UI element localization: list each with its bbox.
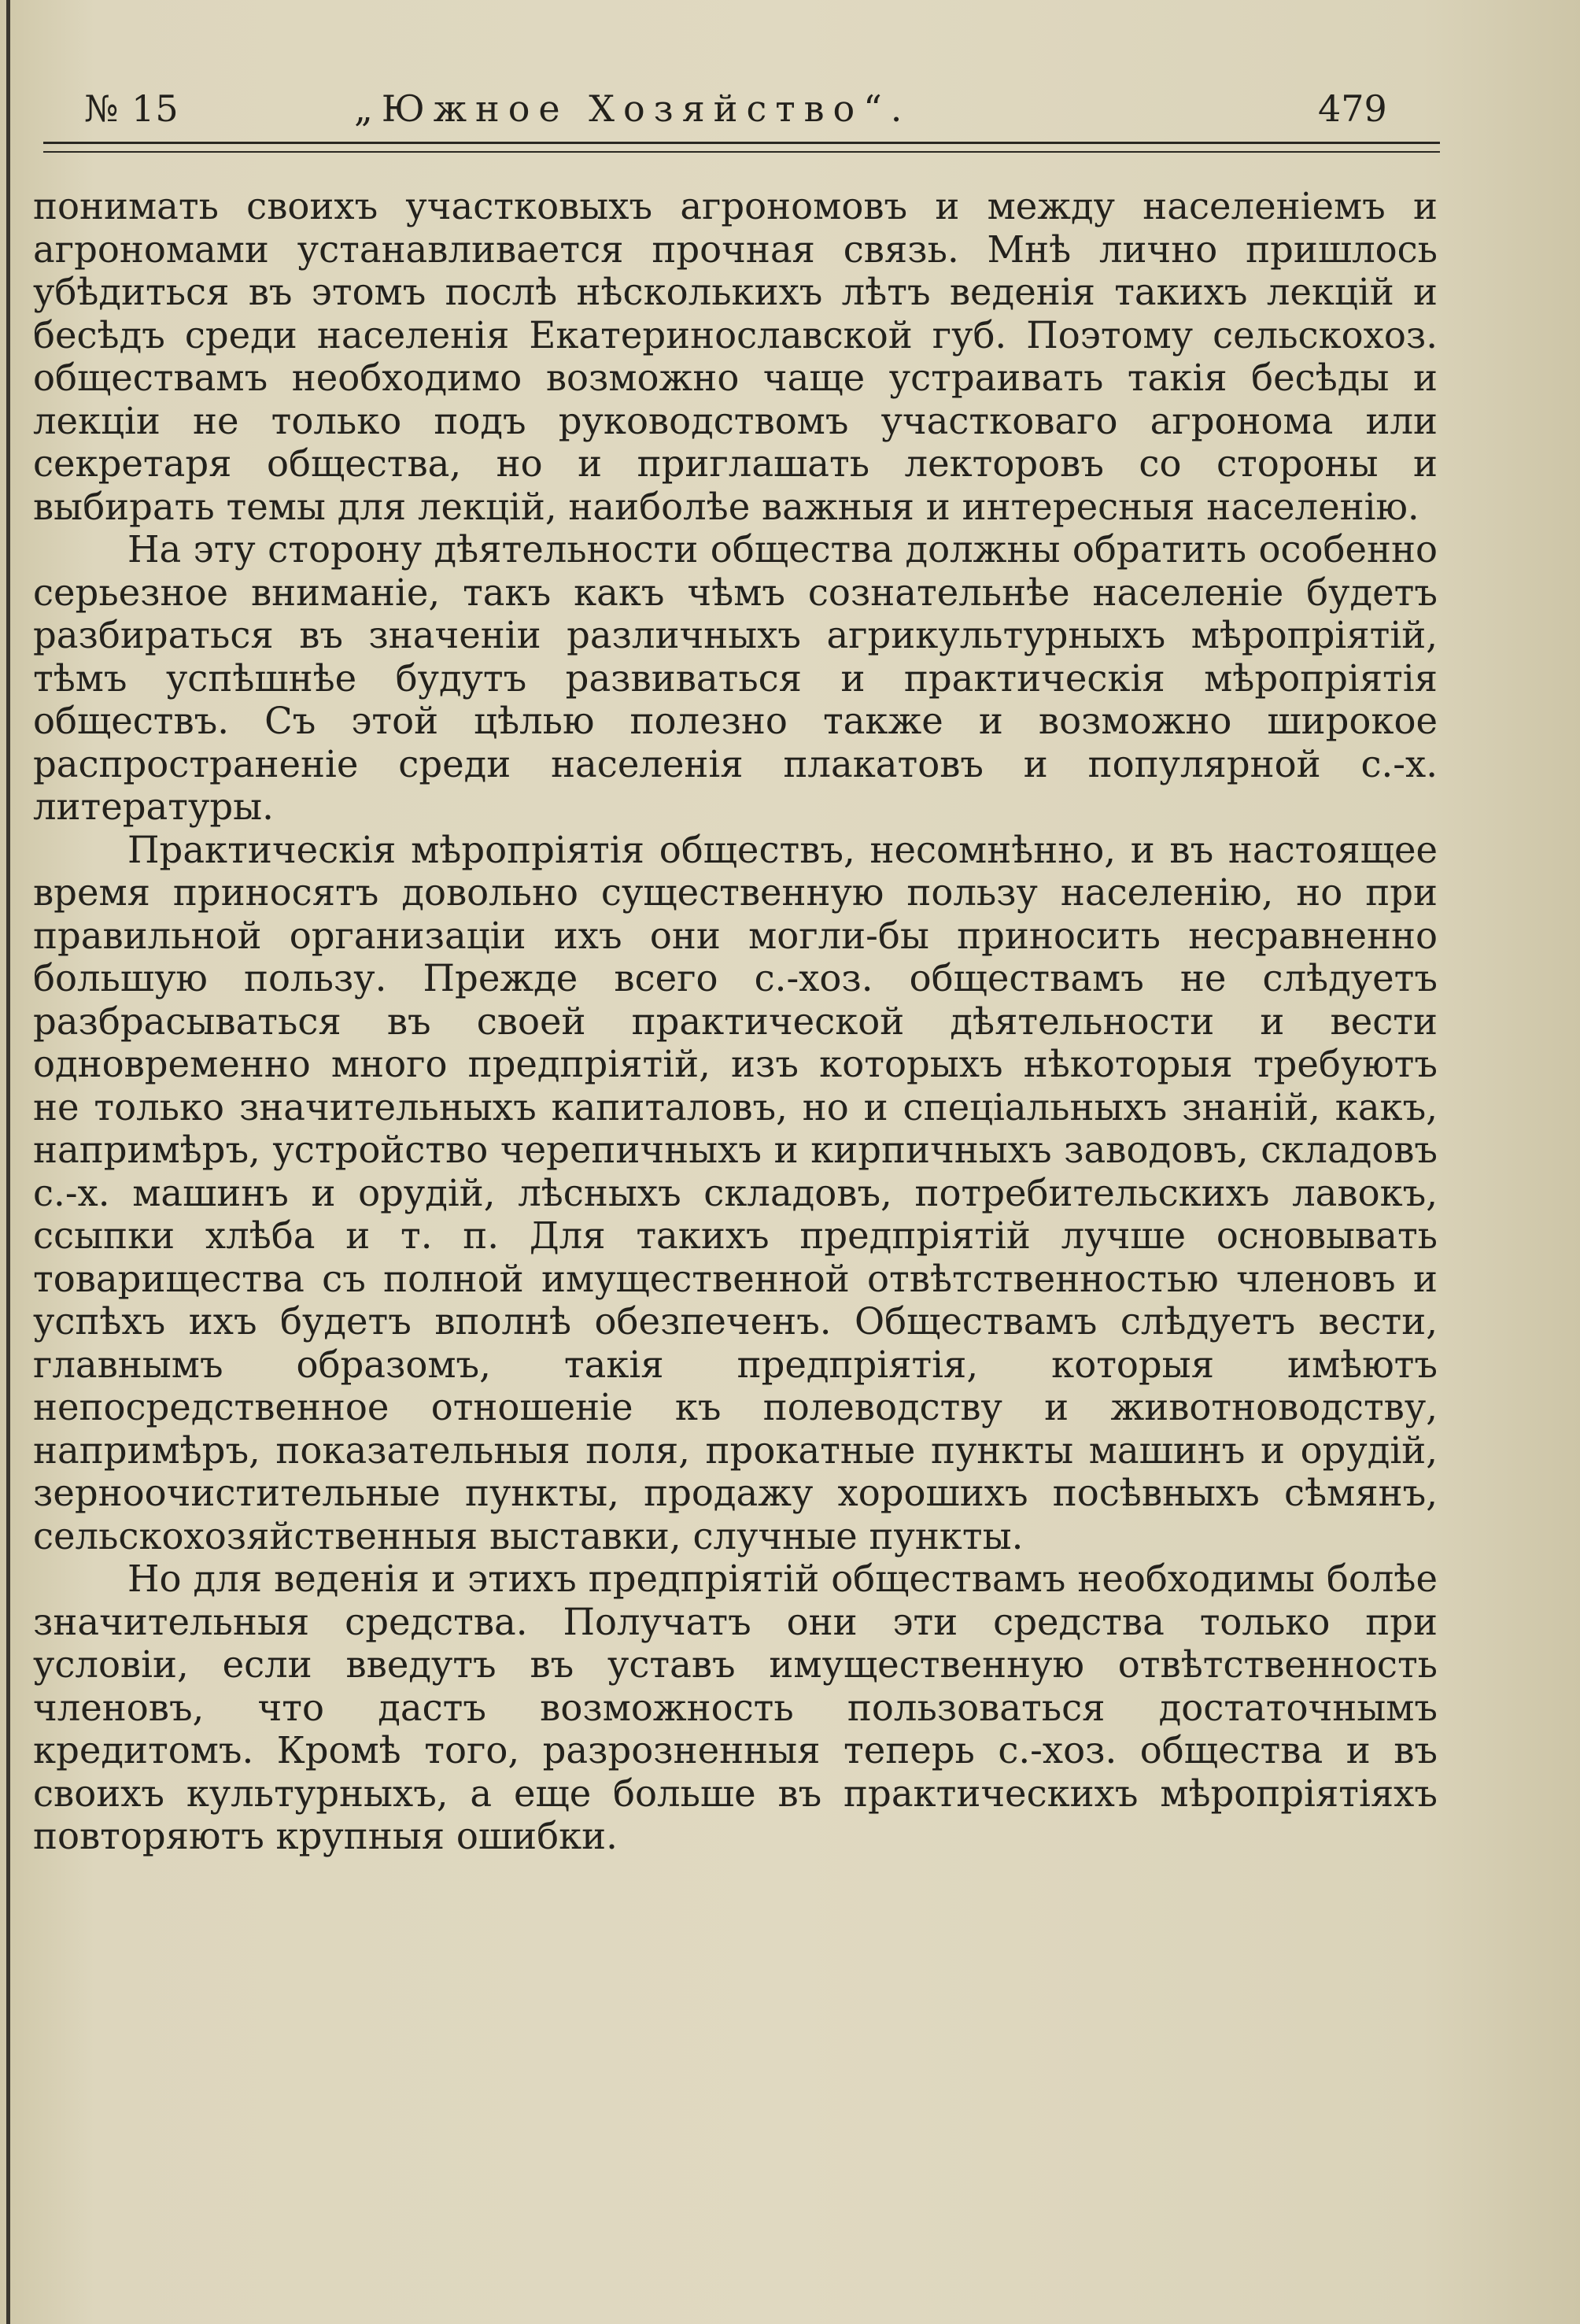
page-edge-line	[6, 0, 10, 2324]
header-rule-thin	[43, 151, 1440, 153]
header-rule-thick	[43, 142, 1440, 144]
article-body	[33, 185, 1438, 1858]
issue-number: № 15	[84, 87, 179, 130]
paragraph-3: Практическія мѣропріятія обществъ, несомнѣнно, и въ настоящее время приносятъ довольно существенную пользу населенію, но при правильной организаціи ихъ они могли-бы приносить несравненно большую пользу. Прежде всего с.-хоз. обществамъ не слѣдуетъ разбрасываться въ своей практической дѣятельности и вести одновременно много предпріятій, изъ которыхъ нѣкоторыя требуютъ не только значительныхъ капиталовъ, но и спеціальныхъ знаній, какъ, напримѣръ, устройство черепичныхъ и кирпичныхъ заводовъ, складовъ с.-х. машинъ и орудій, лѣсныхъ складовъ, потребительскихъ лавокъ, ссыпки хлѣба и т. п. Для такихъ предпріятій лучше основывать товарищества съ полной имущественной отвѣтственностью членовъ и успѣхъ ихъ будетъ вполнѣ обезпеченъ. Обществамъ слѣдуетъ вести, главнымъ образомъ, такія предпріятія, которыя имѣютъ непосредственное отношеніе къ полеводству и животноводству, напримѣръ, показательныя поля, прокатные пункты машинъ и орудій, зерноочистительные пункты, продажу хорошихъ посѣвныхъ сѣмянъ, сельскохозяйственныя выставки, случные пункты.	[33, 828, 1438, 1557]
paragraph-1: понимать своихъ участковыхъ агрономовъ и между населеніемъ и агрономами устанавливается прочная связь. Мнѣ лично пришлось убѣдиться въ этомъ послѣ нѣсколькихъ лѣтъ веденія такихъ лекцій и бесѣдъ среди населенія Екатеринославской губ. Поэтому сельскохоз. обществамъ необходимо возможно чаще устраивать такія бесѣды и лекціи не только подъ руководствомъ участковаго агронома или секретаря общества, но и приглашать лекторовъ со стороны и выбирать темы для лекцій, наиболѣе важныя и интересныя населенію.	[33, 185, 1438, 528]
paragraph-4: Но для веденія и этихъ предпріятій обществамъ необходимы болѣе значительныя средства. Получатъ они эти средства только при условіи, если введутъ въ уставъ имущественную отвѣтственность членовъ, что дастъ возможность пользоваться достаточнымъ кредитомъ. Кромѣ того, разрозненныя теперь с.-хоз. общества и въ своихъ культурныхъ, а еще больше въ практическихъ мѣропріятіяхъ повторяютъ крупныя ошибки.	[33, 1557, 1438, 1857]
page-number: 479	[1318, 87, 1387, 130]
running-header	[43, 85, 1440, 148]
paragraph-2: На эту сторону дѣятельности общества должны обратить особенно серьезное вниманіе, такъ какъ чѣмъ сознательнѣе населеніе будетъ разбираться въ значеніи различныхъ агрикультурныхъ мѣропріятій, тѣмъ успѣшнѣе будутъ развиваться и практическія мѣропріятія обществъ. Съ этой цѣлью полезно также и возможно широкое распространеніе среди населенія плакатовъ и популярной с.-х. литературы.	[33, 528, 1438, 828]
journal-title: „Южное Хозяйство“.	[354, 87, 911, 130]
